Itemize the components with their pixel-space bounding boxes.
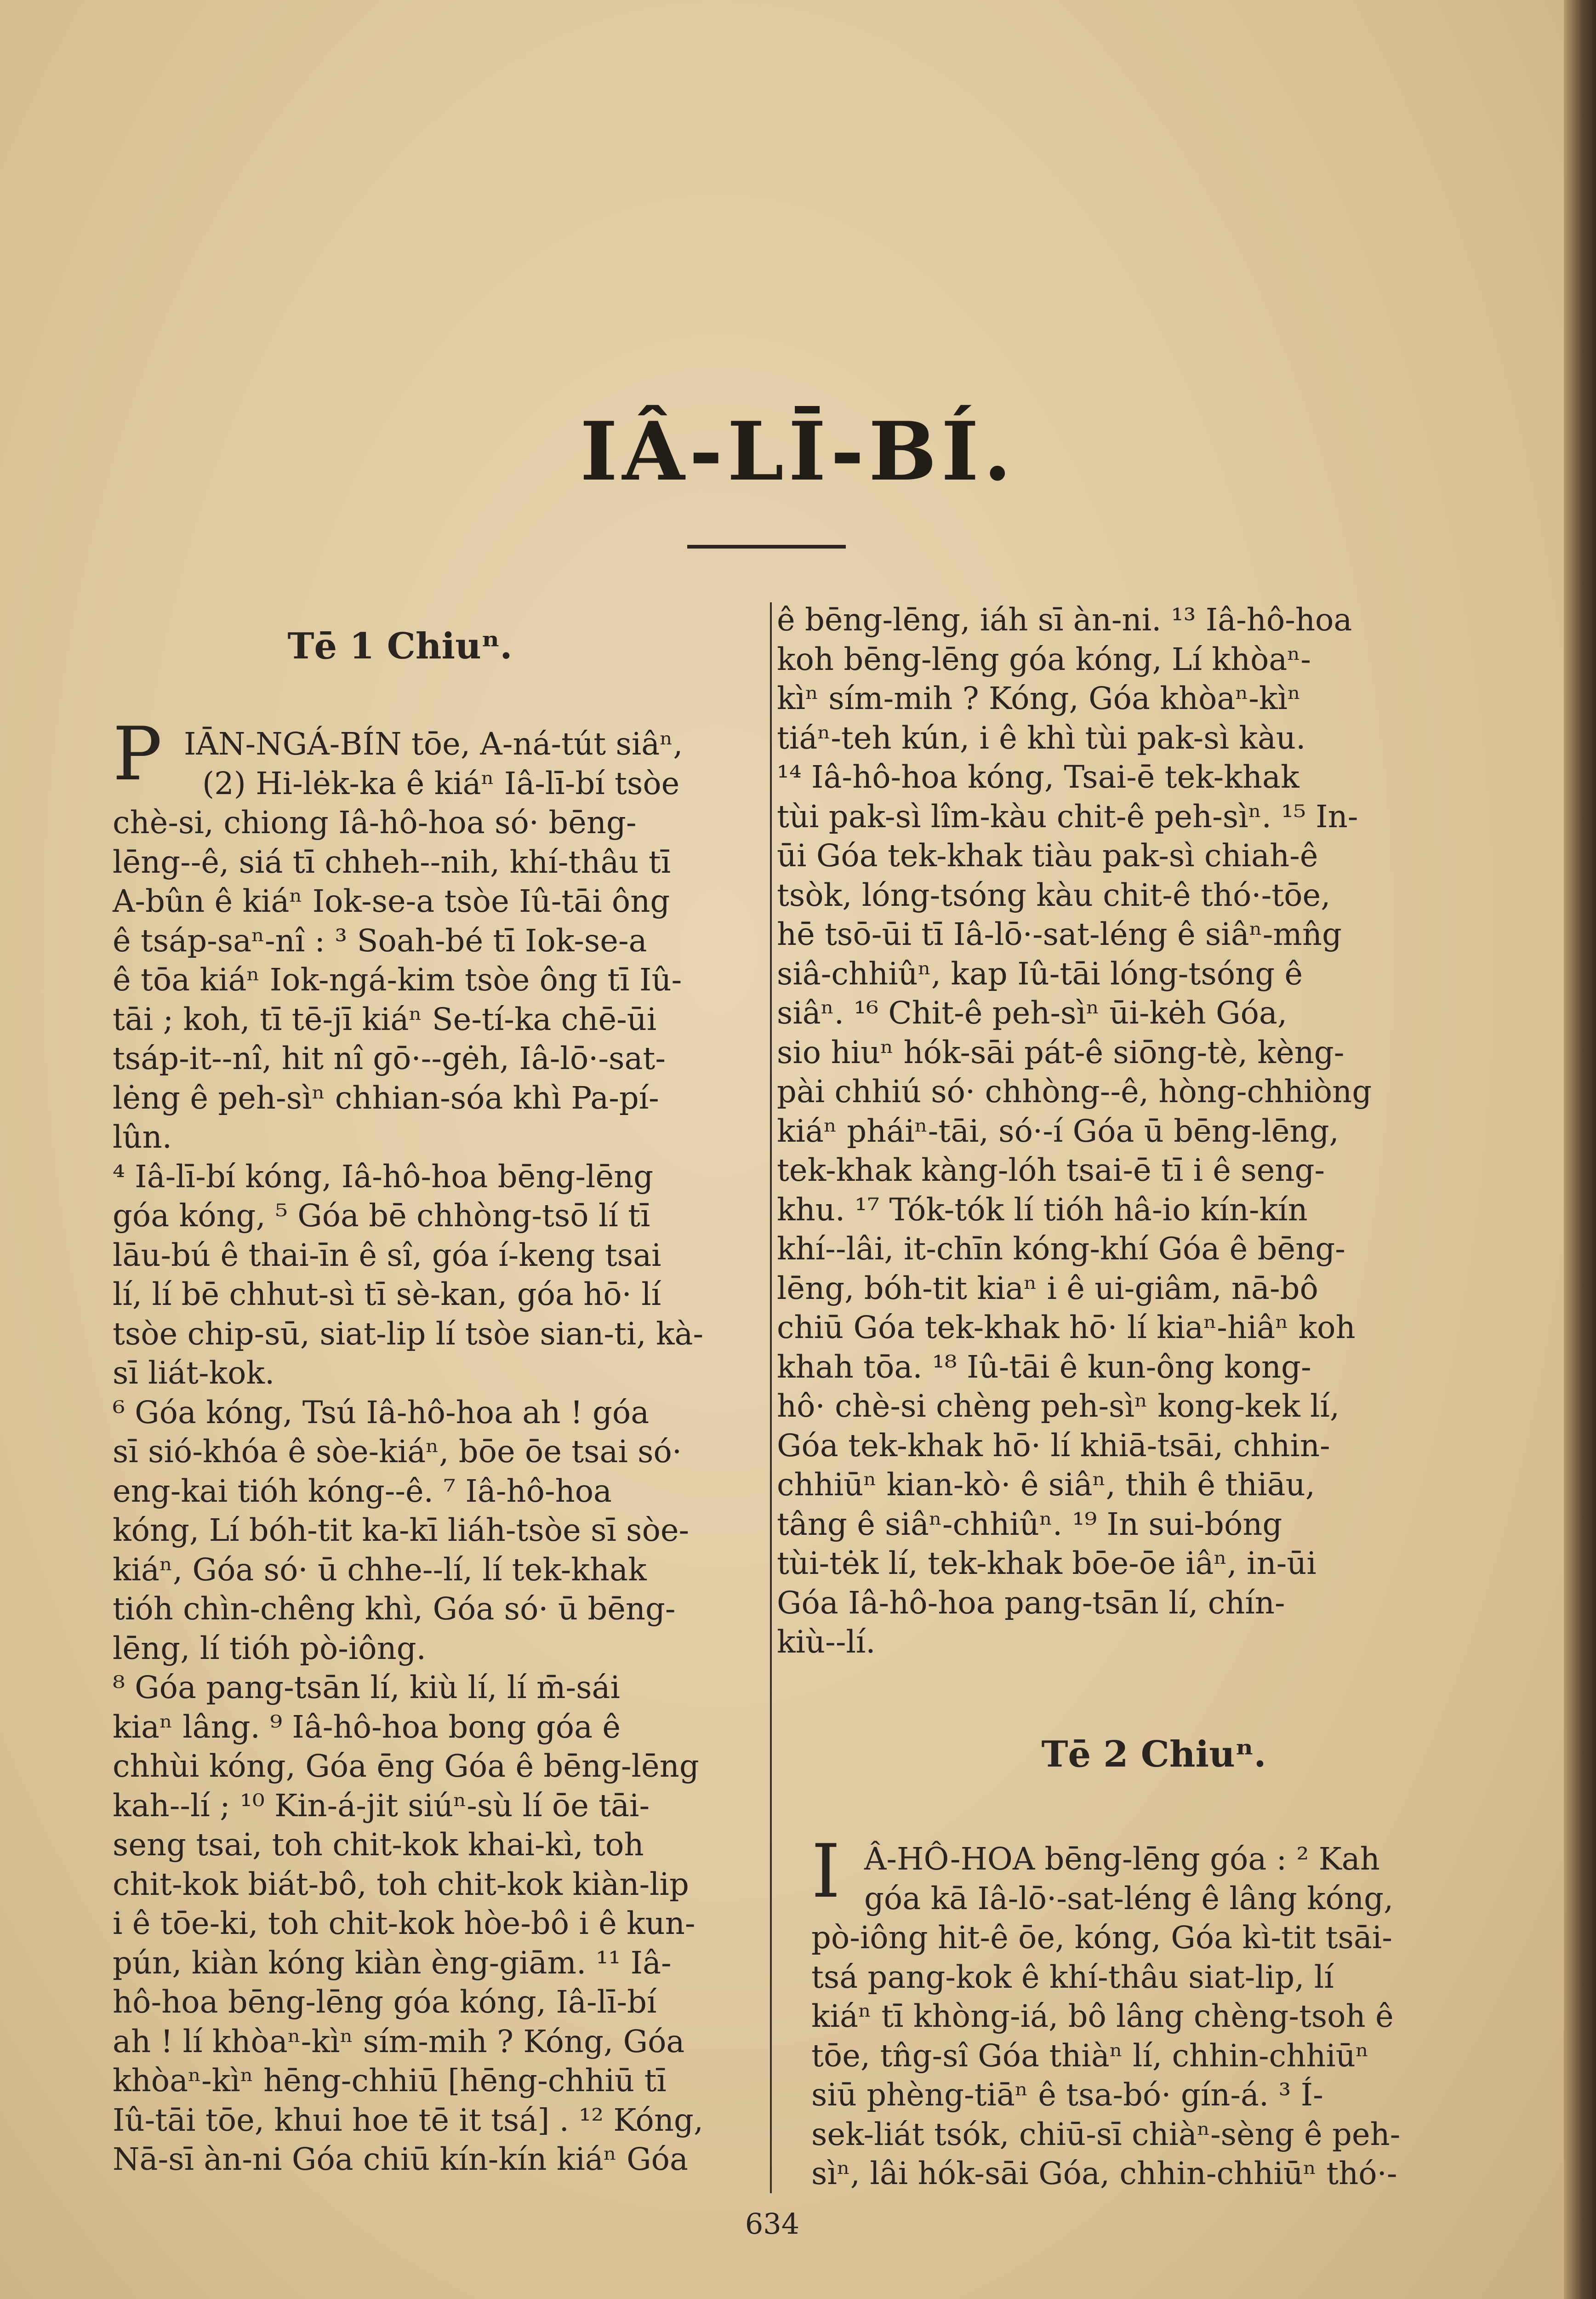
text-line: pò-iông hit-ê ōe, kóng, Góa kì-tit tsāi- — [811, 1920, 1392, 1956]
chapter-1-heading: Tē 1 Chiuⁿ. — [287, 625, 513, 667]
column-divider — [770, 602, 772, 2193]
text-line: tùi pak-sì lîm-kàu chit-ê peh-sìⁿ. ¹⁵ In- — [777, 798, 1358, 835]
text-line: hē tsō-ūi tī Iâ-lō·-sat-léng ê siâⁿ-mn̂g — [777, 916, 1342, 952]
text-line: ⁸ Góa pang-tsān lí, kiù lí, lí m̄-sái — [113, 1670, 620, 1705]
text-line: kiù--lí. — [777, 1624, 876, 1660]
text-line: ⁶ Góa kóng, Tsú Iâ-hô-hoa ah ! góa — [113, 1394, 650, 1430]
text-line: khah tōa. ¹⁸ Iû-tāi ê kun-ông kong- — [777, 1349, 1311, 1385]
title-rule — [687, 545, 846, 549]
text-line: hô· chè-si chèng peh-sìⁿ kong-kek lí, — [777, 1388, 1340, 1424]
text-line: khòaⁿ-kìⁿ hēng-chhiū [hēng-chhiū tī — [113, 2063, 667, 2099]
text-line: kóng, Lí bóh-tit ka-kī liáh-tsòe sī sòe- — [113, 1512, 690, 1548]
drop-cap-p: P — [113, 711, 162, 797]
text-line: ê tsáp-saⁿ-nî : ³ Soah-bé tī Iok-se-a — [113, 922, 647, 959]
text-line: khu. ¹⁷ Tók-tók lí tióh hâ-io kín-kín — [777, 1191, 1308, 1228]
text-line: khí--lâi, it-chīn kóng-khí Góa ê bēng- — [777, 1231, 1345, 1267]
text-line: lėng ê peh-sìⁿ chhian-sóa khì Pa-pí- — [113, 1080, 659, 1116]
chapter-2-heading: Tē 2 Chiuⁿ. — [1041, 1733, 1266, 1775]
text-line: siâⁿ. ¹⁶ Chit-ê peh-sìⁿ ūi-kėh Góa, — [777, 995, 1288, 1031]
text-line: sī liát-kok. — [113, 1355, 275, 1391]
text-line: pún, kiàn kóng kiàn èng-giām. ¹¹ Iâ- — [113, 1944, 672, 1981]
text-line: tsòe chip-sū, siat-lip lí tsòe sian-ti, kà- — [113, 1315, 704, 1352]
text-line: kiáⁿ tī khòng-iá, bô lâng chèng-tsoh ê — [811, 1998, 1394, 2034]
text-line: IĀN-NGÁ-BÍN tōe, A-ná-tút siâⁿ, — [184, 726, 683, 762]
text-line: lí, lí bē chhut-sì tī sè-kan, góa hō· lí — [113, 1276, 661, 1312]
text-line: ¹⁴ Iâ-hô-hoa kóng, Tsai-ē tek-khak — [777, 759, 1300, 795]
text-line: siâ-chhiûⁿ, kap Iû-tāi lóng-tsóng ê — [777, 955, 1303, 992]
text-line: hô-hoa bēng-lēng góa kóng, Iâ-lī-bí — [113, 1984, 657, 2020]
text-line: tsáp-it--nî, hit nî gō·--gėh, Iâ-lō·-sat- — [113, 1041, 666, 1076]
text-line: sī sió-khóa ê sòe-kiáⁿ, bōe ōe tsai só· — [113, 1434, 682, 1470]
text-line: sio hiuⁿ hók-sāi pát-ê siōng-tè, kèng- — [777, 1034, 1345, 1070]
drop-cap-i: I — [811, 1828, 841, 1914]
text-line: sek-liát tsók, chiū-sī chiàⁿ-sèng ê peh- — [811, 2116, 1401, 2152]
text-line: ⁴ Iâ-lī-bí kóng, Iâ-hô-hoa bēng-lēng — [113, 1158, 654, 1195]
text-line: tek-khak kàng-lóh tsai-ē tī i ê seng- — [777, 1152, 1325, 1188]
text-line: ê tōa kiáⁿ Iok-ngá-kim tsòe ông tī Iû- — [113, 962, 682, 998]
book-title: IÂ-LĪ-BÍ. — [580, 405, 1016, 499]
text-line: (2) Hi-lėk-ka ê kiáⁿ Iâ-lī-bí tsòe — [202, 765, 680, 801]
text-line: lāu-bú ê thai-īn ê sî, góa í-keng tsai — [113, 1237, 661, 1273]
page-number: 634 — [745, 2207, 800, 2241]
text-line: góa kā Iâ-lō·-sat-léng ê lâng kóng, — [864, 1880, 1394, 1916]
text-line: góa kóng, ⁵ Góa bē chhòng-tsō lí tī — [113, 1198, 650, 1234]
text-line: tâng ê siâⁿ-chhiûⁿ. ¹⁹ In sui-bóng — [777, 1506, 1282, 1542]
text-line: tōe, tn̂g-sî Góa thiàⁿ lí, chhin-chhiūⁿ — [811, 2037, 1369, 2074]
text-line: tióh chìn-chêng khì, Góa só· ū bēng- — [113, 1591, 676, 1627]
text-line: A-bûn ê kiáⁿ Iok-se-a tsòe Iû-tāi ông — [113, 883, 670, 919]
text-line: ê bēng-lēng, iáh sī àn-ni. ¹³ Iâ-hô-hoa — [777, 602, 1352, 638]
text-line: kiaⁿ lâng. ⁹ Iâ-hô-hoa bong góa ê — [113, 1709, 621, 1745]
text-line: lēng--ê, siá tī chheh--nih, khí-thâu tī — [113, 844, 671, 880]
text-line: kìⁿ sím-mih ? Kóng, Góa khòaⁿ-kìⁿ — [777, 681, 1301, 716]
text-line: tùi-tėk lí, tek-khak bōe-ōe iâⁿ, in-ūi — [777, 1545, 1317, 1581]
text-line: kiáⁿ, Góa só· ū chhe--lí, lí tek-khak — [113, 1551, 647, 1588]
text-line: tsòk, lóng-tsóng kàu chit-ê thó·-tōe, — [777, 877, 1331, 913]
text-line: tsá pang-kok ê khí-thâu siat-lip, lí — [811, 1959, 1334, 1995]
text-line: chhùi kóng, Góa ēng Góa ê bēng-lēng — [113, 1748, 699, 1784]
text-line: Góa Iâ-hô-hoa pang-tsān lí, chín- — [777, 1584, 1285, 1621]
text-line: chhiūⁿ kian-kò· ê siâⁿ, thih ê thiāu, — [777, 1467, 1316, 1503]
text-line: Â-HÔ-HOA bēng-lēng góa : ² Kah — [864, 1841, 1380, 1877]
text-line: lûn. — [113, 1119, 172, 1155]
text-line: sìⁿ, lâi hók-sāi Góa, chhin-chhiūⁿ thó·- — [811, 2156, 1397, 2191]
text-line: Nā-sī àn-ni Góa chiū kín-kín kiáⁿ Góa — [113, 2141, 688, 2177]
text-line: ūi Góa tek-khak tiàu pak-sì chiah-ê — [777, 838, 1318, 874]
text-line: koh bēng-lēng góa kóng, Lí khòaⁿ- — [777, 641, 1311, 677]
text-line: ah ! lí khòaⁿ-kìⁿ sím-mih ? Kóng, Góa — [113, 2023, 685, 2059]
text-line: i ê tōe-ki, toh chit-kok hòe-bô i ê kun- — [113, 1905, 695, 1941]
text-line: chit-kok biát-bô, toh chit-kok kiàn-lip — [113, 1866, 689, 1902]
text-line: kah--lí ; ¹⁰ Kin-á-jit siúⁿ-sù lí ōe tāi- — [113, 1787, 650, 1824]
text-line: seng tsai, toh chit-kok khai-kì, toh — [113, 1827, 644, 1863]
text-line: lēng, bóh-tit kiaⁿ i ê ui-giâm, nā-bô — [777, 1270, 1318, 1306]
text-line: pài chhiú só· chhòng--ê, hòng-chhiòng — [777, 1074, 1372, 1109]
text-line: chiū Góa tek-khak hō· lí kiaⁿ-hiâⁿ koh — [777, 1310, 1356, 1345]
text-line: chè-si, chiong Iâ-hô-hoa só· bēng- — [113, 805, 637, 841]
text-line: Iû-tāi tōe, khui hoe tē it tsá] . ¹² Kóng, — [113, 2102, 704, 2138]
text-line: lēng, lí tióh pò-iông. — [113, 1630, 426, 1666]
text-line: tāi ; koh, tī tē-jī kiáⁿ Se-tí-ka chē-ūi — [113, 1001, 657, 1037]
text-line: eng-kai tióh kóng--ê. ⁷ Iâ-hô-hoa — [113, 1473, 612, 1509]
text-line: tiáⁿ-teh kún, i ê khì tùi pak-sì kàu. — [777, 720, 1306, 756]
text-line: kiáⁿ pháiⁿ-tāi, só·-í Góa ū bēng-lēng, — [777, 1113, 1339, 1149]
book-spine — [1564, 0, 1596, 2299]
text-line: siū phèng-tiāⁿ ê tsa-bó· gín-á. ³ Í- — [811, 2077, 1323, 2113]
text-line: Góa tek-khak hō· lí khiā-tsāi, chhin- — [777, 1427, 1330, 1464]
